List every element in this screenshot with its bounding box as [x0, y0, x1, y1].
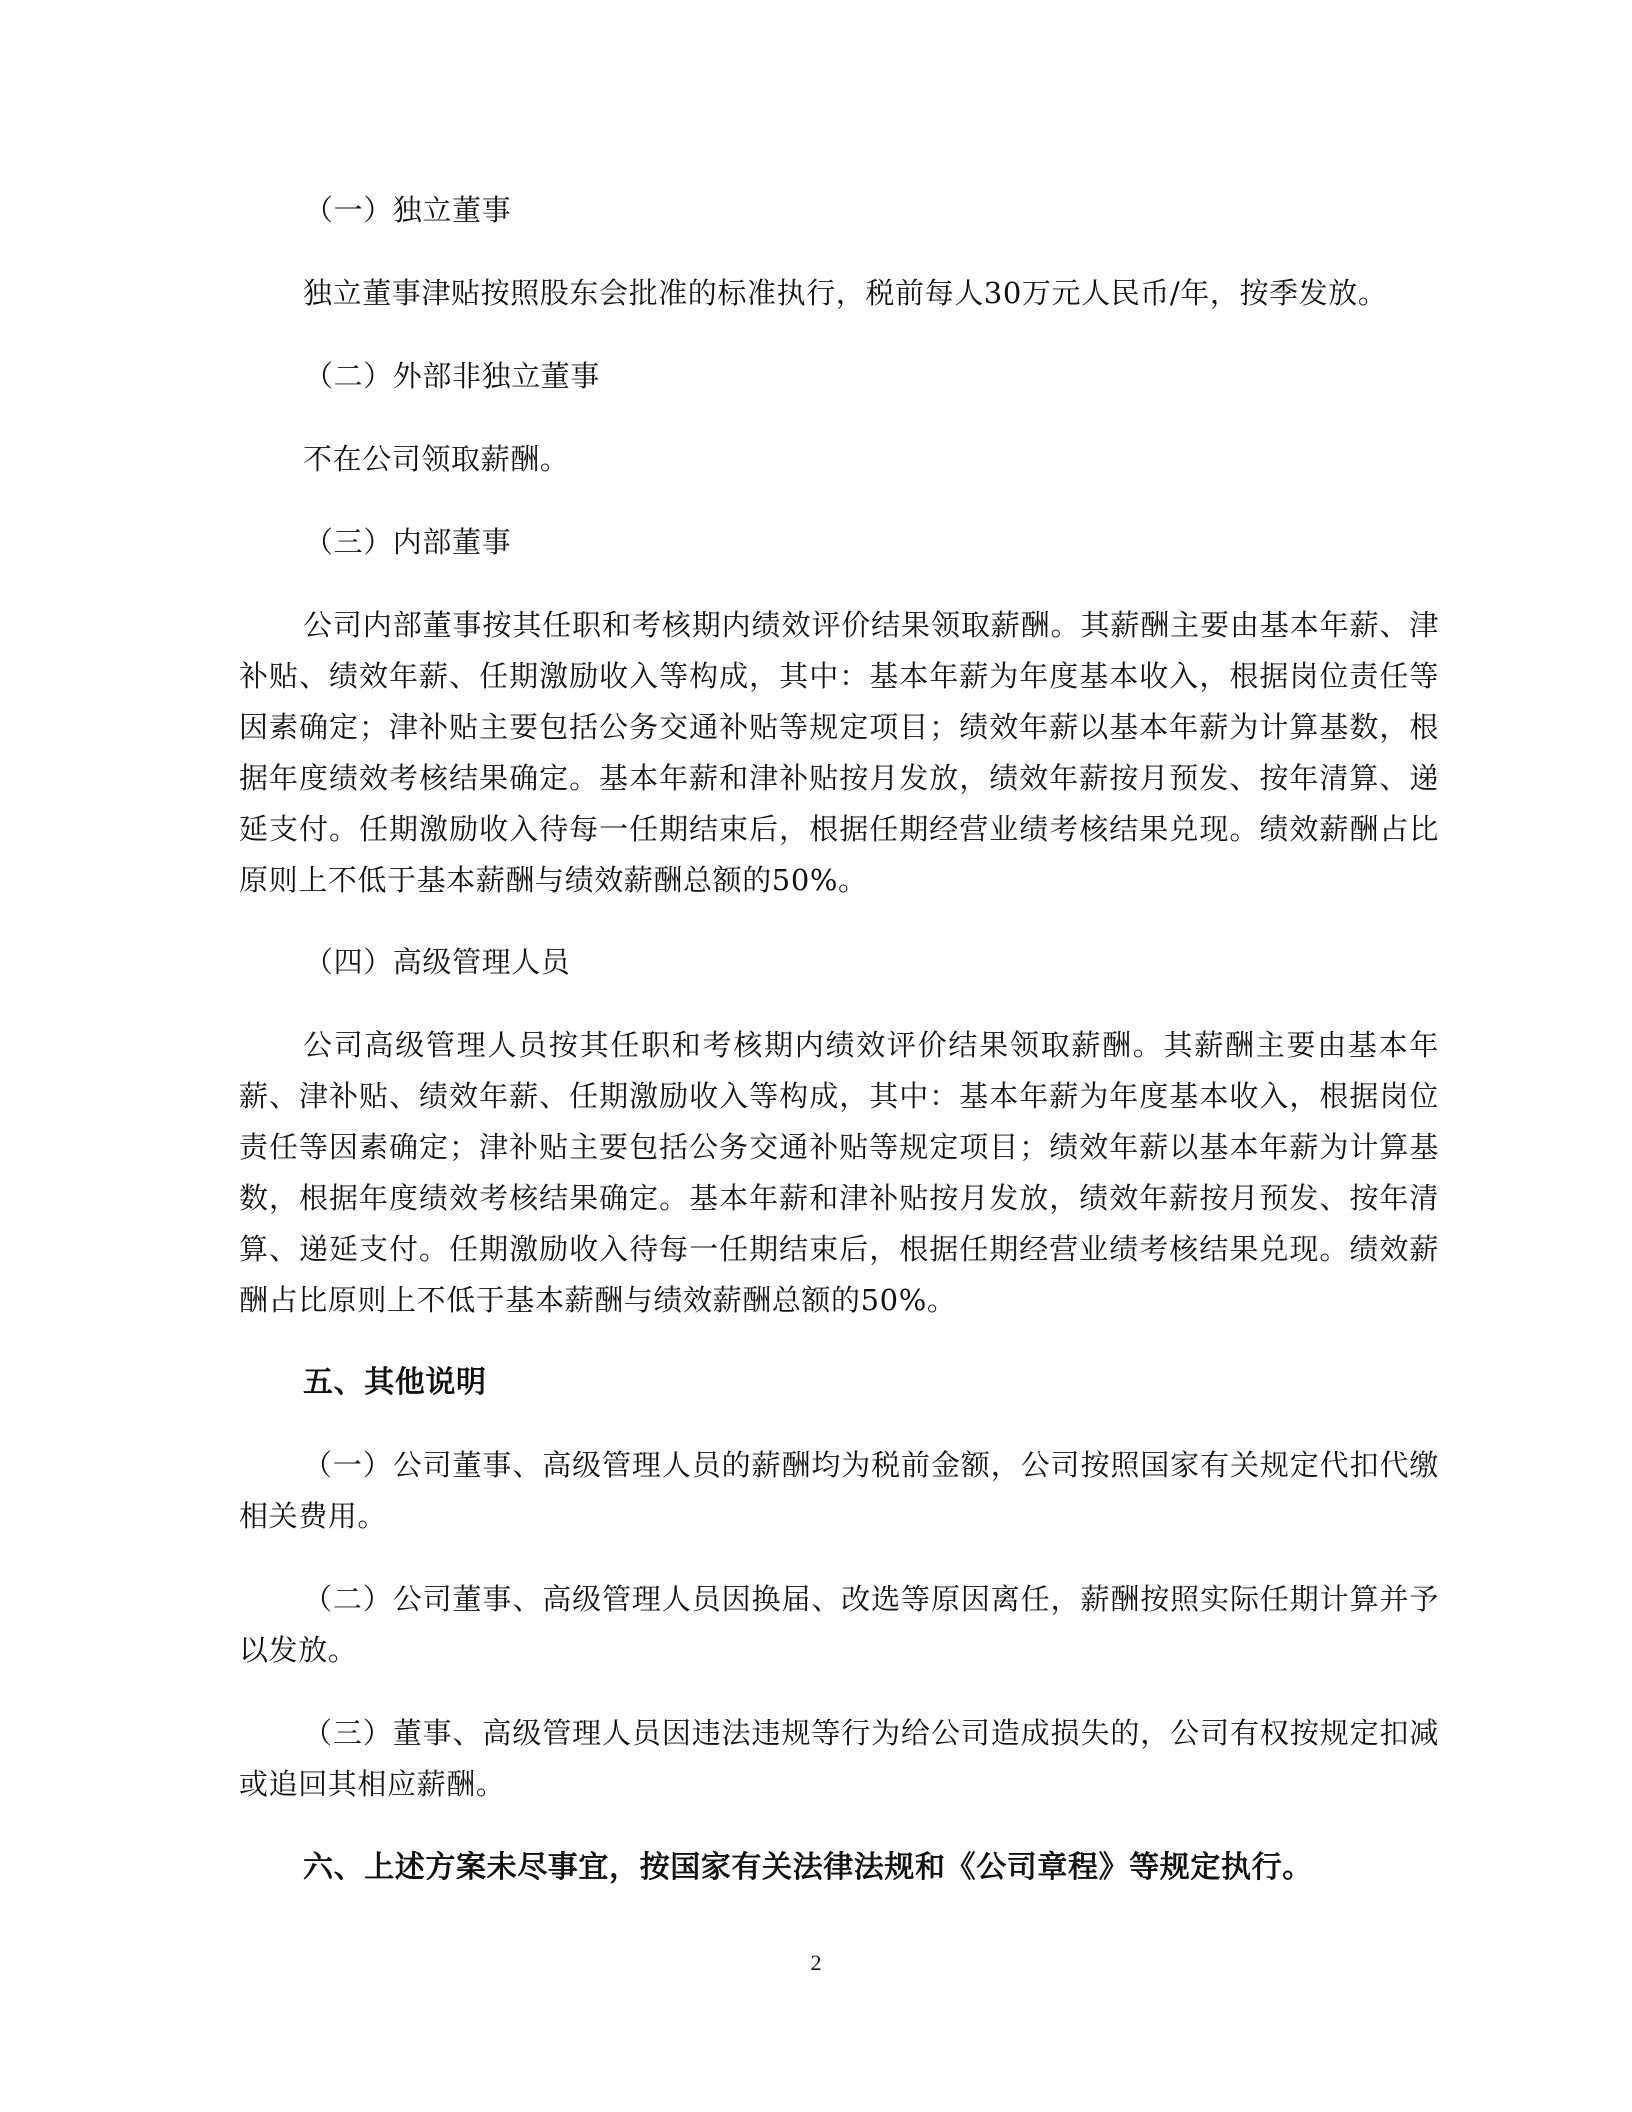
- senior-management-paragraph: 公司高级管理人员按其任职和考核期内绩效评价结果领取薪酬。其薪酬主要由基本年薪、津补贴、绩效年薪、任期激励收入等构成，其中：基本年薪为年度基本收入，根据岗位责任等因素确定；津补贴主要包括公务交通补贴等规定项目；绩效年薪以基本年薪为计算基数，根据年度绩效考核结果确定。基本年薪和津补贴按月发放，绩效年薪按月预发、按年清算、递延支付。任期激励收入待每一任期结束后，根据任期经营业绩考核结果兑现。绩效薪酬占比原则上不低于基本薪酬与绩效薪酬总额的50%。: [239, 1028, 1439, 1317]
- internal-directors-paragraph: 公司内部董事按其任职和考核期内绩效评价结果领取薪酬。其薪酬主要由基本年薪、津补贴、绩效年薪、任期激励收入等构成，其中：基本年薪为年度基本收入，根据岗位责任等因素确定；津补贴主要包括公务交通补贴等规定项目；绩效年薪以基本年薪为计算基数，根据年度绩效考核结果确定。基本年薪和津补贴按月发放，绩效年薪按月预发、按年清算、递延支付。任期激励收入待每一任期结束后，根据任期经营业绩考核结果兑现。绩效薪酬占比原则上不低于基本薪酬与绩效薪酬总额的50%。: [239, 608, 1439, 897]
- page-number: 2: [810, 1950, 822, 1975]
- subsection-title-senior-management: （四）高级管理人员: [304, 945, 571, 979]
- other-note-2: （二）公司董事、高级管理人员因换届、改选等原因离任，薪酬按照实际任期计算并予以发放。: [239, 1582, 1439, 1667]
- other-note-1: （一）公司董事、高级管理人员的薪酬均为税前金额，公司按照国家有关规定代扣代缴相关费用。: [239, 1448, 1439, 1533]
- independent-directors-text: 独立董事津贴按照股东会批准的标准执行，税前每人30万元人民币/年，按季发放。: [303, 276, 1388, 310]
- external-directors-text: 不在公司领取薪酬。: [303, 442, 570, 476]
- section-heading-other-notes: 五、其他说明: [303, 1365, 487, 1400]
- subsection-title-independent-directors: （一）独立董事: [304, 193, 512, 227]
- section-heading-supplementary: 六、上述方案未尽事宜，按国家有关法律法规和《公司章程》等规定执行。: [303, 1850, 1313, 1885]
- subsection-title-external-directors: （二）外部非独立董事: [304, 359, 601, 393]
- other-note-3: （三）董事、高级管理人员因违法违规等行为给公司造成损失的，公司有权按规定扣减或追回其相应薪酬。: [239, 1716, 1439, 1801]
- subsection-title-internal-directors: （三）内部董事: [304, 525, 512, 559]
